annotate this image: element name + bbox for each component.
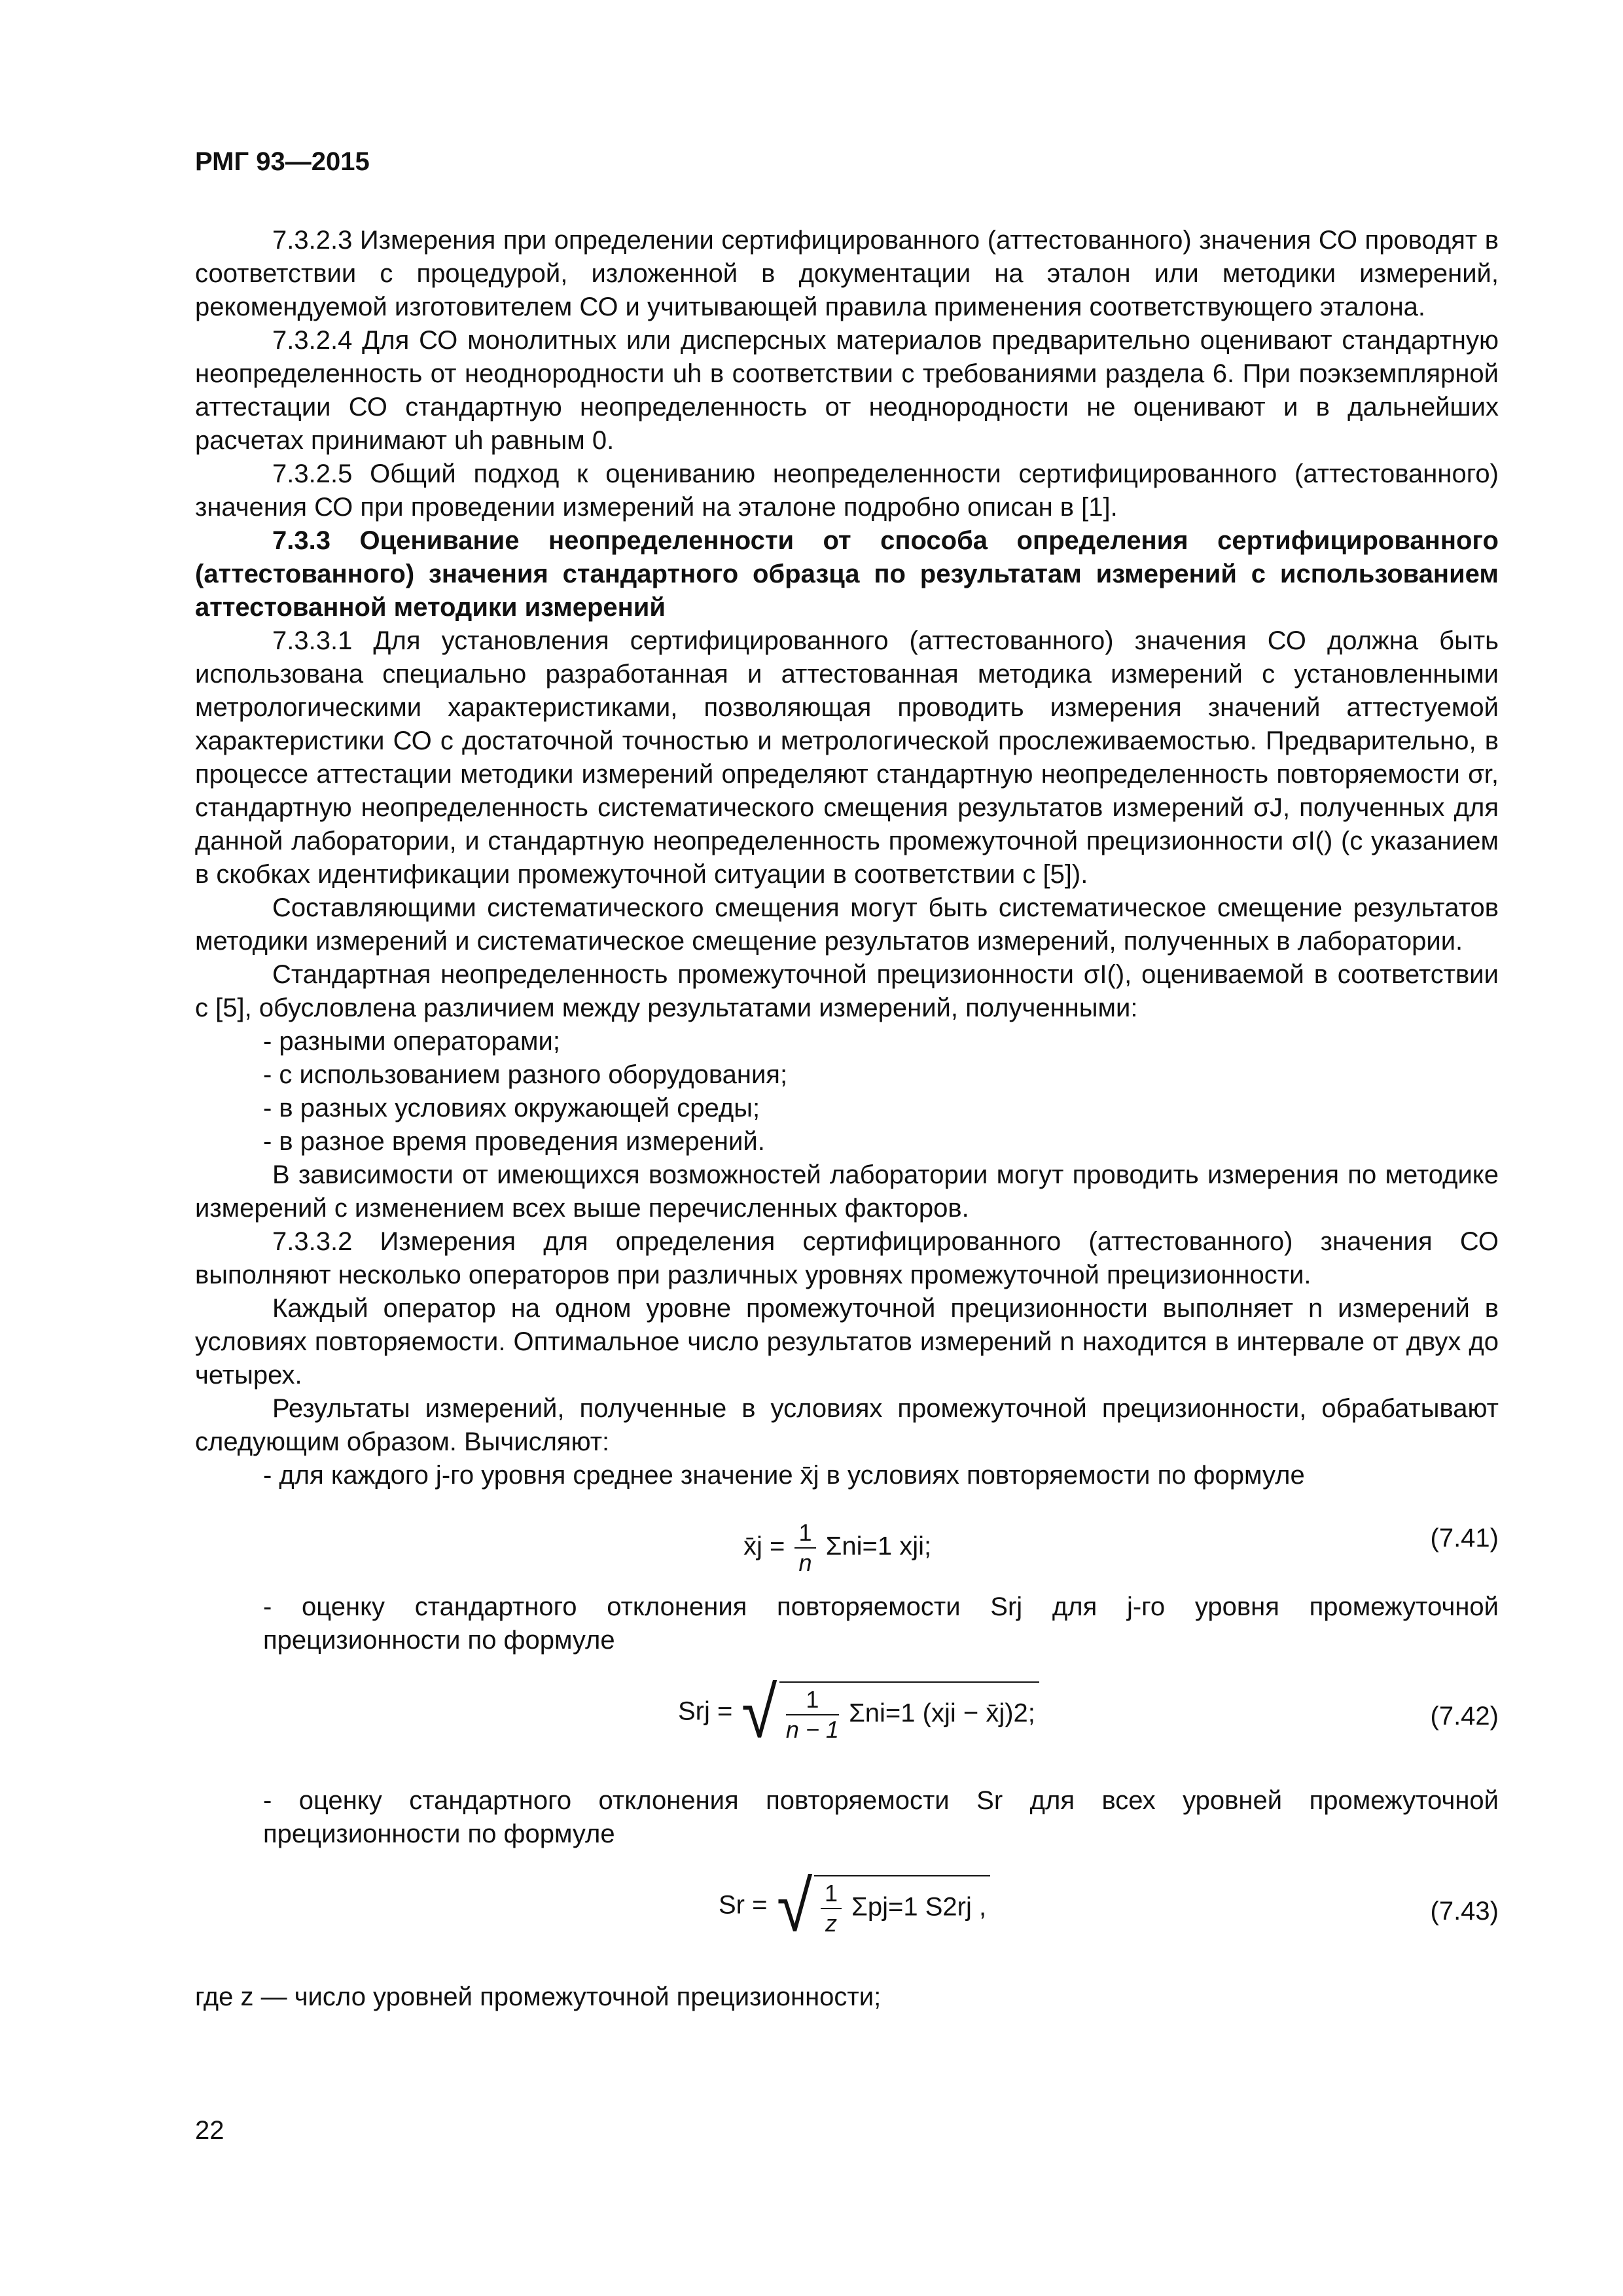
formula-number: (7.43): [1430, 1897, 1499, 1926]
fraction: $\frac{1}{n - 1}$: [785, 1686, 839, 1743]
formula-lhs: Sr =: [719, 1890, 768, 1920]
list-item-sr: - оценку стандартного отклонения повторяемости Sr для всех уровней промежуточной прецизионности по формуле: [263, 1786, 1499, 1848]
para-7-3-2-4: 7.3.2.4 Для СО монолитных или дисперсных материалов предварительно оценивают стандартную неопределенность от неоднородности uh в соответствии с требованиями раздела 6. При поэкземплярной аттестации СО стандартную неопределенность от неоднородности не оценивают и в дальнейших расчетах принимают uh равным 0.: [195, 326, 1499, 455]
para-7-3-2-5: 7.3.2.5 Общий подход к оцениванию неопределенности сертифицированного (аттестованного) значения СО при проведении измерений на эталоне подробно описан в [1].: [195, 459, 1499, 522]
formula-rhs: Σni=1 (xji − x̄j)2;: [849, 1698, 1035, 1728]
para-7-3-3-2: 7.3.3.2 Измерения для определения сертифицированного (аттестованного) значения СО выполняют несколько операторов при различных уровнях промежуточной прецизионности.: [195, 1227, 1499, 1289]
formula-7-43: [195, 1851, 1499, 1975]
list-item-srj: - оценку стандартного отклонения повторяемости Srj для j-го уровня промежуточной прецизионности по формуле: [263, 1592, 1499, 1655]
list-item: - в разных условиях окружающей среды;: [263, 1094, 760, 1122]
sqrt-icon: √: [741, 1672, 777, 1753]
list-item: - разными операторами;: [263, 1027, 560, 1056]
document-header: РМГ 93—2015: [195, 147, 370, 176]
fraction: $\frac{1}{n}$: [794, 1518, 815, 1577]
formula-rhs: Σni=1 xji;: [825, 1532, 932, 1561]
formula-7-42: [195, 1657, 1499, 1768]
page-number: 22: [195, 2116, 224, 2145]
list-item: - в разное время проведения измерений.: [263, 1127, 765, 1156]
para-7-3-2-3: 7.3.2.3 Измерения при определении сертифицированного (аттестованного) значения СО проводят в соответствии с процедурой, изложенной в документации на эталон или методики измерений, рекомендуемой изготовителем СО и учитывающей правила применения соответствующего эталона.: [195, 226, 1499, 321]
fraction: $\frac{1}{z}$: [821, 1879, 842, 1938]
formula-number: (7.41): [1430, 1524, 1499, 1552]
where-clause: где z — число уровней промежуточной прецизионности;: [195, 1982, 882, 2011]
list-item: - с использованием разного оборудования;: [263, 1060, 788, 1089]
para-lab-possibilities: В зависимости от имеющихся возможностей лаборатории могут проводить измерения по методике измерений с изменением всех выше перечисленных факторов.: [195, 1160, 1499, 1223]
document-body: [195, 224, 1499, 2014]
formula-rhs: Σpj=1 S2rj ,: [851, 1892, 987, 1922]
para-each-operator: Каждый оператор на одном уровне промежуточной прецизионности выполняет n измерений в условиях повторяемости. Оптимальное число результатов измерений n находится в интервале от двух до четырех.: [195, 1294, 1499, 1390]
formula-lhs: Srj =: [678, 1696, 733, 1726]
formula-number: (7.42): [1430, 1702, 1499, 1731]
formula-7-41: [195, 1492, 1499, 1590]
sqrt-icon: √: [776, 1866, 812, 1946]
list-item-mean: - для каждого j-го уровня среднее значение x̄j в условиях повторяемости по формуле: [263, 1461, 1305, 1490]
para-results-processing: Результаты измерений, полученные в условиях промежуточной прецизионности, обрабатывают следующим образом. Вычисляют:: [195, 1394, 1499, 1456]
para-intermediate-precision: Стандартная неопределенность промежуточной прецизионности σI(), оцениваемой в соответствии с [5], обусловлена различием между результатами измерений, полученными:: [195, 960, 1499, 1022]
para-7-3-3-1: 7.3.3.1 Для установления сертифицированного (аттестованного) значения СО должна быть использована специально разработанная и аттестованная методика измерений с установленными метрологическими характеристиками, позволяющая проводить измерения значений аттестуемой характеристики СО с достаточной точностью и метрологической прослеживаемостью. Предварительно, в процессе аттестации методики измерений определяют стандартную неопределенность повторяемости σr, стандартную неопределенность систематического смещения результатов измерений σJ, полученных для данной лаборатории, и стандартную неопределенность промежуточной прецизионности σI() (с указанием в скобках идентификации промежуточной ситуации в соответствии с [5]).: [195, 626, 1499, 889]
section-heading-7-3-3: 7.3.3 Оценивание неопределенности от способа определения сертифицированного (аттестованного) значения стандартного образца по результатам измерений с использованием аттестованной методики измерений: [195, 526, 1499, 622]
formula-lhs: x̄j =: [743, 1532, 785, 1561]
para-bias-components: Составляющими систематического смещения могут быть систематическое смещение результатов методики измерений и систематическое смещение результатов измерений, полученных в лаборатории.: [195, 893, 1499, 956]
